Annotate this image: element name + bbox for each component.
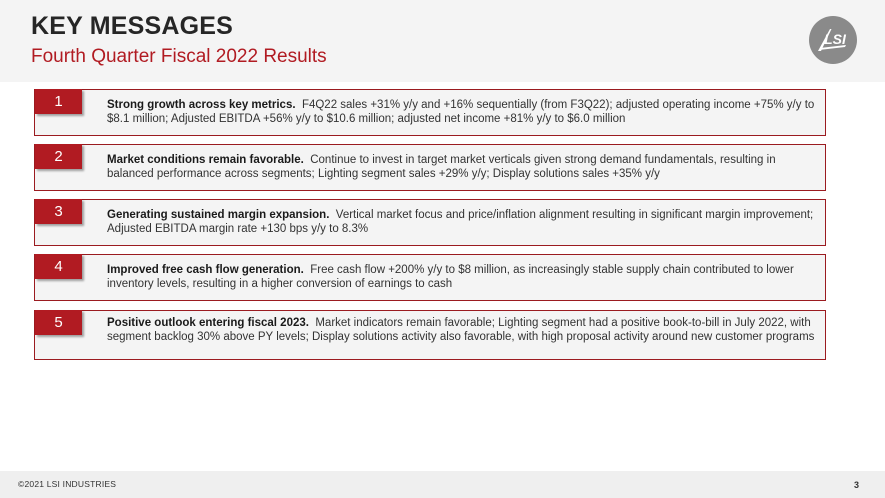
message-number-badge: 1 bbox=[35, 89, 82, 114]
message-body: Market indicators remain favorable; Lighting segment had a positive book-to-bill in July 2022, with segment backlog 30% above PY levels; Display solutions activity also favorable, with high proposal activity around new customer programs bbox=[107, 317, 815, 343]
message-body: F4Q22 sales +31% y/y and +16% sequentially (from F3Q22); adjusted operating income +75% y/y to $8.1 million; Adjusted EBITDA +56% y/y to $10.6 million; adjusted net income +81% y/y to $6.0 million bbox=[107, 99, 815, 125]
slide-header bbox=[0, 0, 885, 82]
message-heading: Strong growth across key metrics. bbox=[107, 99, 296, 111]
message-number-badge: 3 bbox=[35, 199, 82, 224]
message-heading: Market conditions remain favorable. bbox=[107, 154, 304, 166]
lsi-logo bbox=[808, 15, 858, 65]
message-heading: Generating sustained margin expansion. bbox=[107, 209, 330, 221]
message-text bbox=[107, 98, 815, 126]
message-text bbox=[107, 208, 815, 236]
copyright-text: ©2021 LSI INDUSTRIES bbox=[18, 479, 117, 489]
message-text bbox=[107, 263, 815, 291]
key-message-4 bbox=[34, 254, 826, 301]
slide-subtitle: Fourth Quarter Fiscal 2022 Results bbox=[31, 46, 327, 67]
key-message-3 bbox=[34, 199, 826, 246]
message-text bbox=[107, 316, 815, 344]
message-body: Continue to invest in target market verticals given strong demand fundamentals, resulting in balanced performance across segments; Lighting segment sales +29% y/y; Display solutions sales +35% y/y bbox=[107, 154, 776, 180]
slide-footer bbox=[0, 471, 885, 498]
message-text bbox=[107, 153, 815, 181]
svg-text:LSI: LSI bbox=[824, 31, 846, 47]
key-message-5 bbox=[34, 310, 826, 360]
page-number: 3 bbox=[853, 480, 859, 490]
message-number-badge: 2 bbox=[35, 144, 82, 169]
message-body: Vertical market focus and price/inflation alignment resulting in significant margin improvement; Adjusted EBITDA margin rate +130 bps y/y to 8.3% bbox=[107, 209, 814, 235]
message-number-badge: 5 bbox=[35, 310, 82, 335]
message-heading: Positive outlook entering fiscal 2023. bbox=[107, 317, 309, 329]
slide-title: KEY MESSAGES bbox=[31, 12, 233, 40]
key-message-1 bbox=[34, 89, 826, 136]
message-body: Free cash flow +200% y/y to $8 million, as increasingly stable supply chain contributed to lower inventory levels, resulting in a higher conversion of earnings to cash bbox=[107, 264, 794, 290]
key-message-2 bbox=[34, 144, 826, 191]
message-number-badge: 4 bbox=[35, 254, 82, 279]
message-heading: Improved free cash flow generation. bbox=[107, 264, 304, 276]
